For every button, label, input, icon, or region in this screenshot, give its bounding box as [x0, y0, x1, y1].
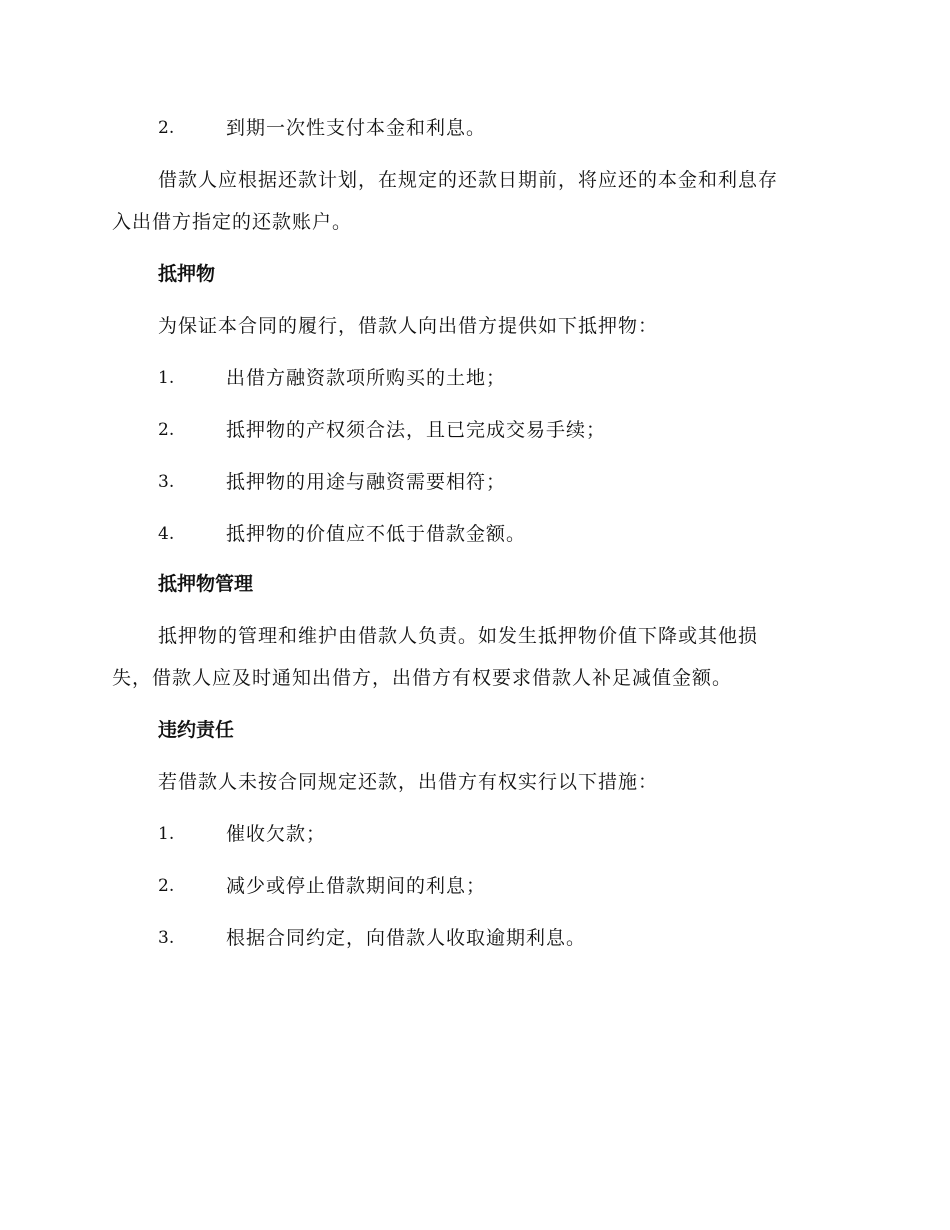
list-item-number: 3.: [158, 928, 175, 948]
list-item-text: 抵押物的价值应不低于借款金额。: [226, 523, 527, 545]
paragraph-line: 失，借款人应及时通知出借方，出借方有权要求借款人补足减值金额。: [112, 667, 733, 689]
list-item-text: 减少或停止借款期间的利息；: [226, 875, 487, 897]
paragraph-line: 为保证本合同的履行，借款人向出借方提供如下抵押物：: [158, 315, 659, 337]
list-item-text: 根据合同约定，向借款人收取逾期利息。: [226, 927, 587, 949]
paragraph-line: 入出借方指定的还款账户。: [112, 211, 353, 233]
list-item-number: 2.: [158, 876, 175, 896]
list-item-text: 抵押物的产权须合法，且已完成交易手续；: [226, 419, 607, 441]
list-item-text: 抵押物的用途与融资需要相符；: [226, 471, 507, 493]
paragraph-line: 借款人应根据还款计划，在规定的还款日期前，将应还的本金和利息存: [158, 169, 779, 191]
list-item-number: 2.: [158, 118, 175, 138]
list-item-number: 2.: [158, 420, 175, 440]
list-item-number: 1.: [158, 824, 175, 844]
paragraph-line: 若借款人未按合同规定还款，出借方有权实行以下措施：: [158, 771, 659, 793]
section-heading: 抵押物: [158, 263, 216, 285]
list-item-text: 催收欠款；: [226, 823, 327, 845]
list-item-number: 3.: [158, 472, 175, 492]
list-item-text: 到期一次性支付本金和利息。: [226, 117, 487, 139]
list-item-number: 1.: [158, 368, 175, 388]
section-heading: 抵押物管理: [158, 573, 254, 595]
section-heading: 违约责任: [158, 719, 235, 741]
list-item-text: 出借方融资款项所购买的土地；: [226, 367, 507, 389]
paragraph-line: 抵押物的管理和维护由借款人负责。如发生抵押物价值下降或其他损: [158, 625, 759, 647]
list-item-number: 4.: [158, 524, 175, 544]
